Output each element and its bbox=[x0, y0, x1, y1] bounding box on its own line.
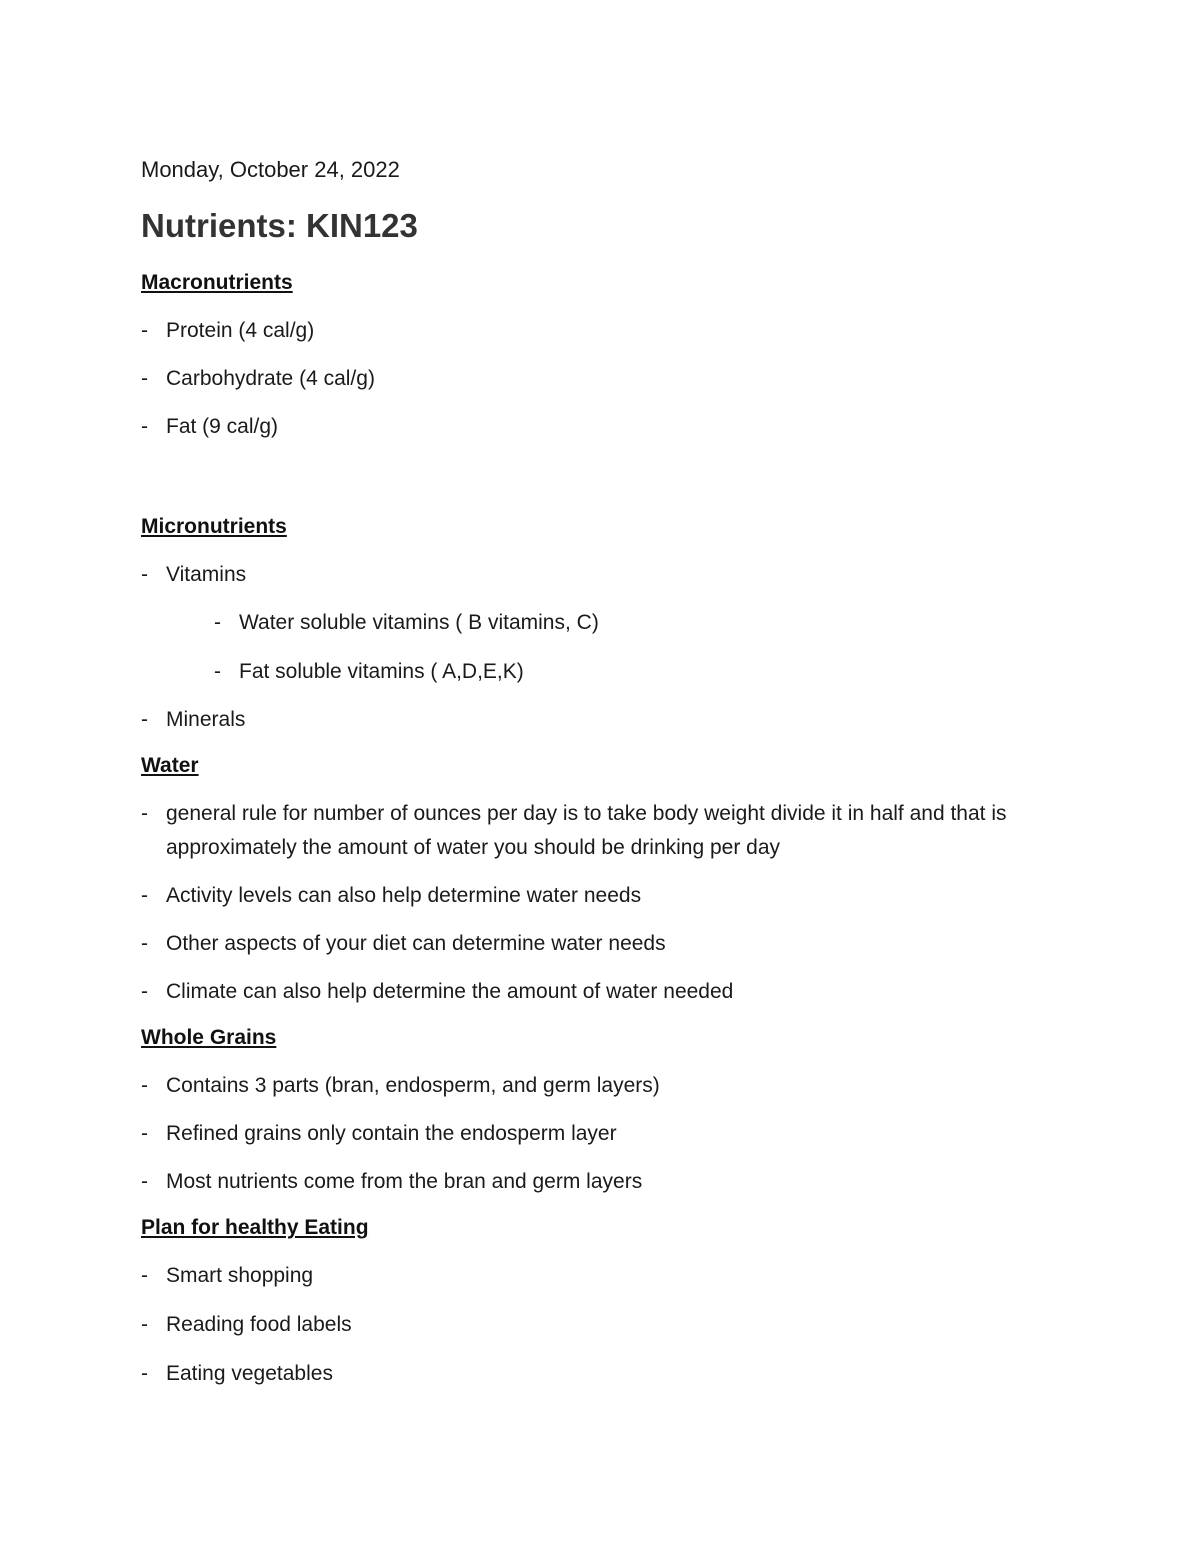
list-item-text: Contains 3 parts (bran, endosperm, and germ layers) bbox=[166, 1074, 660, 1097]
micronutrients-list bbox=[141, 558, 1061, 737]
list-item-text: Carbohydrate (4 cal/g) bbox=[166, 367, 375, 390]
list-item-text: general rule for number of ounces per day is to take body weight divide it in half and that is approximately the amount of water you should be drinking per day bbox=[166, 802, 1007, 859]
dash-bullet: - bbox=[141, 1170, 148, 1193]
list-item bbox=[141, 1357, 1061, 1391]
list-item bbox=[141, 558, 1061, 689]
dash-bullet: - bbox=[214, 660, 221, 683]
list-item-text: Protein (4 cal/g) bbox=[166, 319, 315, 342]
list-item-text: Vitamins bbox=[166, 563, 247, 586]
whole-grains-list bbox=[141, 1069, 1061, 1199]
dash-bullet: - bbox=[141, 415, 148, 438]
list-item bbox=[141, 1308, 1061, 1342]
dash-bullet: - bbox=[141, 1362, 148, 1385]
list-item bbox=[141, 410, 1061, 444]
sub-list-item bbox=[214, 655, 1061, 689]
list-item bbox=[141, 879, 1061, 913]
list-item bbox=[141, 362, 1061, 396]
list-item-text: Climate can also help determine the amount of water needed bbox=[166, 980, 734, 1003]
section-heading-whole-grains: Whole Grains bbox=[141, 1026, 277, 1049]
macronutrients-list bbox=[141, 314, 1061, 444]
list-item bbox=[141, 927, 1061, 961]
note-date: Monday, October 24, 2022 bbox=[141, 157, 400, 182]
dash-bullet: - bbox=[141, 932, 148, 955]
page-title: Nutrients: KIN123 bbox=[141, 207, 418, 244]
water-list bbox=[141, 797, 1061, 1009]
list-item-text: Water soluble vitamins ( B vitamins, C) bbox=[239, 611, 599, 634]
dash-bullet: - bbox=[141, 1264, 148, 1287]
list-item bbox=[141, 1259, 1061, 1293]
list-item bbox=[141, 797, 1061, 865]
dash-bullet: - bbox=[141, 708, 148, 731]
dash-bullet: - bbox=[141, 1313, 148, 1336]
list-item bbox=[141, 703, 1061, 737]
section-heading-micronutrients: Micronutrients bbox=[141, 515, 287, 538]
list-item-text: Fat soluble vitamins ( A,D,E,K) bbox=[239, 660, 524, 683]
dash-bullet: - bbox=[141, 1122, 148, 1145]
dash-bullet: - bbox=[141, 367, 148, 390]
list-item bbox=[141, 1165, 1061, 1199]
list-item-text: Smart shopping bbox=[166, 1264, 314, 1287]
document-page bbox=[141, 154, 1061, 1406]
list-item bbox=[141, 1069, 1061, 1103]
section-heading-healthy-eating: Plan for healthy Eating bbox=[141, 1216, 369, 1239]
list-item-text: Minerals bbox=[166, 708, 246, 731]
list-item bbox=[141, 1117, 1061, 1151]
list-item bbox=[141, 975, 1061, 1009]
dash-bullet: - bbox=[141, 319, 148, 342]
list-item-text: Fat (9 cal/g) bbox=[166, 415, 279, 438]
healthy-eating-list bbox=[141, 1259, 1061, 1391]
section-heading-water: Water bbox=[141, 754, 199, 777]
dash-bullet: - bbox=[141, 563, 148, 586]
list-item bbox=[141, 314, 1061, 348]
dash-bullet: - bbox=[141, 802, 148, 825]
sub-list-item bbox=[214, 606, 1061, 640]
dash-bullet: - bbox=[214, 611, 221, 634]
dash-bullet: - bbox=[141, 1074, 148, 1097]
list-item-text: Most nutrients come from the bran and germ layers bbox=[166, 1170, 643, 1193]
vitamins-sublist bbox=[214, 606, 1061, 689]
list-item-text: Refined grains only contain the endosperm layer bbox=[166, 1122, 617, 1145]
dash-bullet: - bbox=[141, 980, 148, 1003]
list-item-text: Other aspects of your diet can determine water needs bbox=[166, 932, 666, 955]
list-item-text: Reading food labels bbox=[166, 1313, 352, 1336]
list-item-text: Eating vegetables bbox=[166, 1362, 333, 1385]
section-heading-macronutrients: Macronutrients bbox=[141, 271, 293, 294]
list-item-text: Activity levels can also help determine water needs bbox=[166, 884, 642, 907]
dash-bullet: - bbox=[141, 884, 148, 907]
